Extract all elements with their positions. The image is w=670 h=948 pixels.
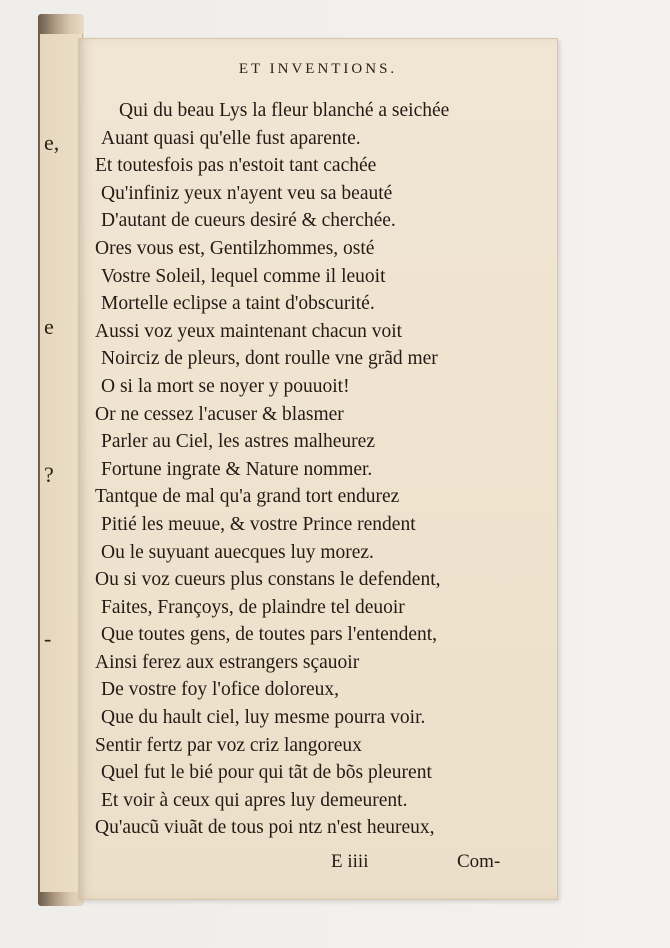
verse-line: Sentir fertz par voz criz langoreux	[95, 734, 362, 756]
verse-line: Tantque de mal qu'a grand tort endurez	[95, 486, 400, 508]
left-fragment: e	[44, 314, 54, 339]
verse-line: Qu'infiniz yeux n'ayent veu sa beauté	[101, 182, 393, 204]
verse-line: Quel fut le bié pour qui tãt de bõs pleurent	[101, 762, 432, 784]
verse-line: Aussi voz yeux maintenant chacun voit	[95, 320, 403, 342]
verse-line: Qui du beau Lys la fleur blanché a seichée	[119, 100, 450, 121]
verse-line: Vostre Soleil, lequel comme il leuoit	[101, 265, 386, 287]
catchword: Com-	[457, 851, 501, 872]
signature-mark: E iiii	[331, 851, 369, 872]
verse-line: D'autant de cueurs desiré & cherchée.	[101, 210, 396, 232]
running-header: ET INVENTIONS.	[238, 61, 398, 77]
book-page	[78, 38, 558, 900]
verse-line: Qu'aucũ viuãt de tous poi ntz n'est heureux,	[95, 817, 435, 839]
verse-line: Ores vous est, Gentilzhommes, osté	[95, 237, 375, 259]
verse-block	[79, 97, 557, 842]
verse-line: De vostre foy l'ofice doloreux,	[101, 679, 339, 701]
left-fragment: ?	[44, 462, 54, 487]
left-page-edge	[40, 34, 83, 892]
verse-line: O si la mort se noyer y pouuoit!	[101, 375, 350, 397]
verse-line: Ou le suyuant auecques luy morez.	[101, 541, 374, 563]
verse-line: Pitié les meuue, & vostre Prince rendent	[101, 513, 416, 535]
verse-line: Mortelle eclipse a taint d'obscurité.	[101, 293, 375, 315]
verse-line: Fortune ingrate & Nature nommer.	[101, 458, 373, 480]
verse-line: Que du hault ciel, luy mesme pourra voir.	[101, 707, 426, 729]
verse-line: Et voir à ceux qui apres luy demeurent.	[101, 789, 408, 811]
verse-line: Auant quasi qu'elle fust aparente.	[101, 127, 361, 149]
verse-line: Parler au Ciel, les astres malheurez	[101, 431, 375, 453]
verse-line: Faites, Françoys, de plaindre tel deuoir	[101, 596, 405, 618]
verse-line: Noirciz de pleurs, dont roulle vne grãd mer	[101, 348, 438, 370]
verse-line: Que toutes gens, de toutes pars l'entendent,	[101, 624, 438, 646]
left-fragment: -	[44, 626, 52, 651]
verse-line: Ou si voz cueurs plus constans le defendent,	[95, 569, 441, 591]
verse-line: Or ne cessez l'acuser & blasmer	[95, 403, 344, 425]
left-fragment: e,	[44, 130, 60, 155]
verse-line: Ainsi ferez aux estrangers sçauoir	[95, 651, 360, 673]
verse-line: Et toutesfois pas n'estoit tant cachée	[95, 155, 377, 177]
